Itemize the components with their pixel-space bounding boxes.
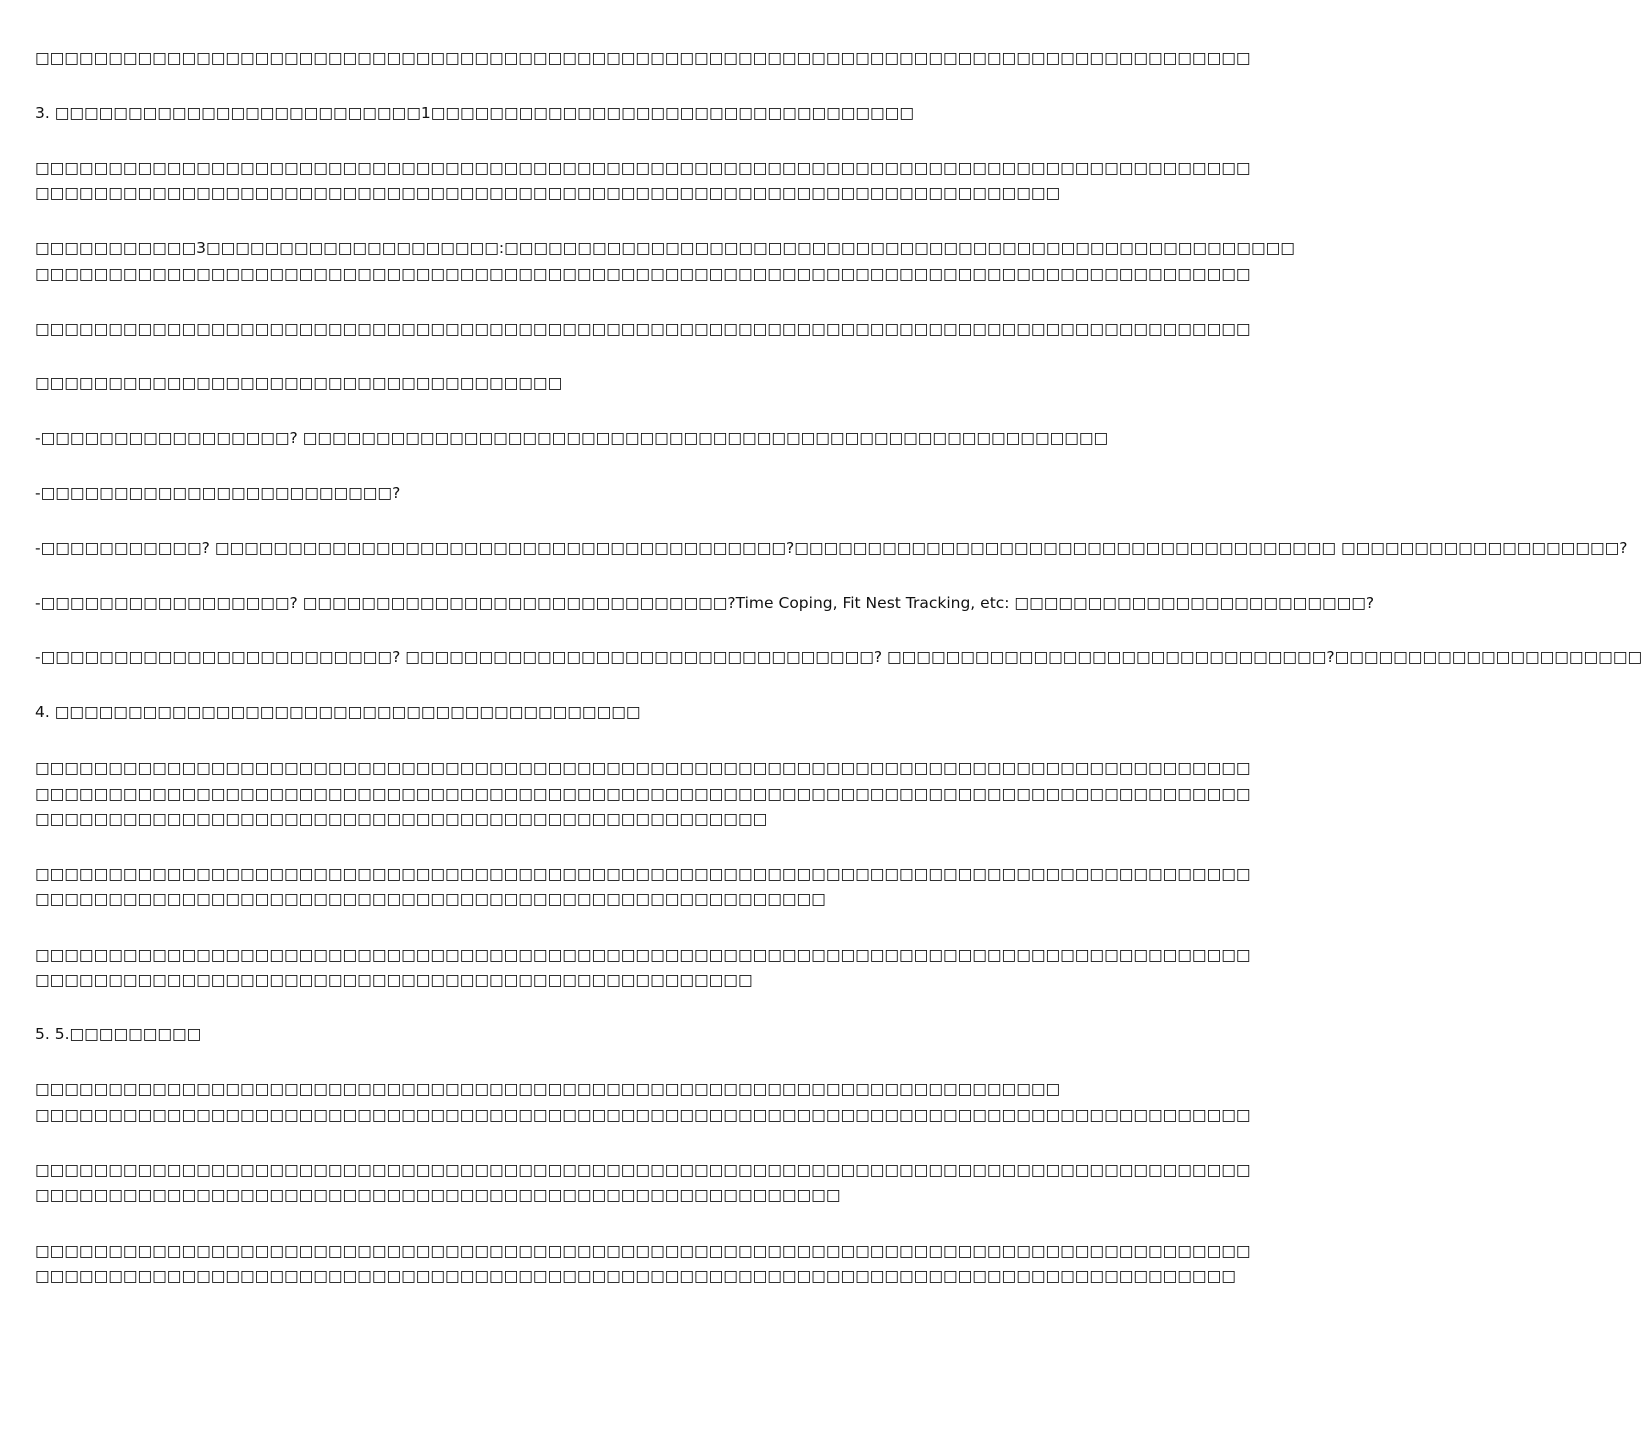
- paragraph-line: □□□□□□□□□□□□□□□□□□□□□□□□□□□□□□□□□□□□□□□□□□□□□□□□□□□□□□□□□□□□□□□□□□□□□□□□□□□□□□□□□□□: [35, 1242, 1251, 1260]
- list-item: -□□□□□□□□□□□□□□□□□□□□□□□□?: [35, 484, 401, 502]
- list-item: -□□□□□□□□□□□? □□□□□□□□□□□□□□□□□□□□□□□□□□□□□□□□□□□□□□□?□□□□□□□□□□□□□□□□□□□□□□□□□□□□□□□□□□□□□ □□□□□□□□□□□□□□□□□□□?: [35, 539, 1628, 557]
- section-heading-4: 4. □□□□□□□□□□□□□□□□□□□□□□□□□□□□□□□□□□□□□□□□: [35, 703, 641, 721]
- paragraph-line: □□□□□□□□□□□□□□□□□□□□□□□□□□□□□□□□□□□□□□□□□□□□□□□□□□□□□□□□□□□□□□□□□□□□□□□□□□□□□□□□□□□: [35, 785, 1251, 803]
- paragraph-line: □□□□□□□□□□□□□□□□□□□□□□□□□□□□□□□□□□□□□□□□□□□□□□□□□□□□□□□□□□□□□□□□□□□□□□: [35, 184, 1061, 202]
- paragraph-line: □□□□□□□□□□□□□□□□□□□□□□□□□□□□□□□□□□□□□□□□□□□□□□□□□□□□□□□□□□□□□□□□□□□□□□: [35, 1080, 1061, 1098]
- paragraph-line: □□□□□□□□□□□□□□□□□□□□□□□□□□□□□□□□□□□□□□□□□□□□□□□□□□□□□□□□□□□□□□□□□□□□□□□□□□□□□□□□□□□: [35, 759, 1251, 777]
- paragraph-line: □□□□□□□□□□□□□□□□□□□□□□□□□□□□□□□□□□□□□□□□□□□□□□□□□□□□□□□□□□□□□□□□□□□□□□□□□□□□□□□□□□□: [35, 320, 1251, 338]
- paragraph-line: □□□□□□□□□□□□□□□□□□□□□□□□□□□□□□□□□□□□□□□□□□□□□□□□□□□□□□□□□□□□□□□□□□□□□□□□□□□□□□□□□□□: [35, 865, 1251, 883]
- list-item: -□□□□□□□□□□□□□□□□□□□□□□□□? □□□□□□□□□□□□□□□□□□□□□□□□□□□□□□□□? □□□□□□□□□□□□□□□□□□□□□□□□□□□□□□?□□□□□□□□□□□□□□□□□□□□□: [35, 648, 1642, 666]
- paragraph-line: □□□□□□□□□□□□□□□□□□□□□□□□□□□□□□□□□□□□: [35, 374, 563, 392]
- list-item: -□□□□□□□□□□□□□□□□□? □□□□□□□□□□□□□□□□□□□□□□□□□□□□□□□□□□□□□□□□□□□□□□□□□□□□□□□: [35, 429, 1109, 447]
- paragraph-line: □□□□□□□□□□□□□□□□□□□□□□□□□□□□□□□□□□□□□□□□□□□□□□□□□□□□□□□□□□□□□□□□□□□□□□□□□□□□□□□□□□□: [35, 1106, 1251, 1124]
- list-item: -□□□□□□□□□□□□□□□□□? □□□□□□□□□□□□□□□□□□□□□□□□□□□□□?Time Coping, Fit Nest Tracking, etc: □□□□□□□□□□□□□□□□□□□□□□□□?: [35, 594, 1375, 612]
- paragraph-line: □□□□□□□□□□□□□□□□□□□□□□□□□□□□□□□□□□□□□□□□□□□□□□□□□□□□□□□: [35, 1186, 841, 1204]
- paragraph-line: □□□□□□□□□□□□□□□□□□□□□□□□□□□□□□□□□□□□□□□□□□□□□□□□□□□□□□□□□□□□□□□□□□□□□□□□□□□□□□□□□□□: [35, 159, 1251, 177]
- paragraph-line: □□□□□□□□□□□□□□□□□□□□□□□□□□□□□□□□□□□□□□□□□□□□□□□□□□□□□□□□□□□□□□□□□□□□□□□□□□□□□□□□□□□: [35, 49, 1251, 67]
- paragraph-line: □□□□□□□□□□□□□□□□□□□□□□□□□□□□□□□□□□□□□□□□□□□□□□□□□□□□□□□□□□□□□□□□□□□□□□□□□□□□□□□□□□□: [35, 1161, 1251, 1179]
- document-page: [35, 0, 1642, 1449]
- section-heading-5: 5. 5.□□□□□□□□□: [35, 1025, 202, 1043]
- paragraph-line: □□□□□□□□□□□□□□□□□□□□□□□□□□□□□□□□□□□□□□□□□□□□□□□□□□□□□□□□□□□□□□□□□□□□□□□□□□□□□□□□□□□: [35, 946, 1251, 964]
- paragraph-line: □□□□□□□□□□□□□□□□□□□□□□□□□□□□□□□□□□□□□□□□□□□□□□□□□□□□□□□□□□□□□□□□□□□□□□□□□□□□□□□□□□: [35, 1267, 1236, 1285]
- paragraph-line: □□□□□□□□□□□□□□□□□□□□□□□□□□□□□□□□□□□□□□□□□□□□□□□□□: [35, 971, 753, 989]
- paragraph-line: □□□□□□□□□□□□□□□□□□□□□□□□□□□□□□□□□□□□□□□□□□□□□□□□□□: [35, 810, 768, 828]
- paragraph-line: □□□□□□□□□□□□□□□□□□□□□□□□□□□□□□□□□□□□□□□□□□□□□□□□□□□□□□: [35, 890, 826, 908]
- paragraph-line: □□□□□□□□□□□3□□□□□□□□□□□□□□□□□□□□:□□□□□□□□□□□□□□□□□□□□□□□□□□□□□□□□□□□□□□□□□□□□□□□□□□□□□□: [35, 239, 1295, 257]
- section-heading-3: 3. □□□□□□□□□□□□□□□□□□□□□□□□□1□□□□□□□□□□□□□□□□□□□□□□□□□□□□□□□□□: [35, 104, 914, 122]
- paragraph-line: □□□□□□□□□□□□□□□□□□□□□□□□□□□□□□□□□□□□□□□□□□□□□□□□□□□□□□□□□□□□□□□□□□□□□□□□□□□□□□□□□□□: [35, 265, 1251, 283]
